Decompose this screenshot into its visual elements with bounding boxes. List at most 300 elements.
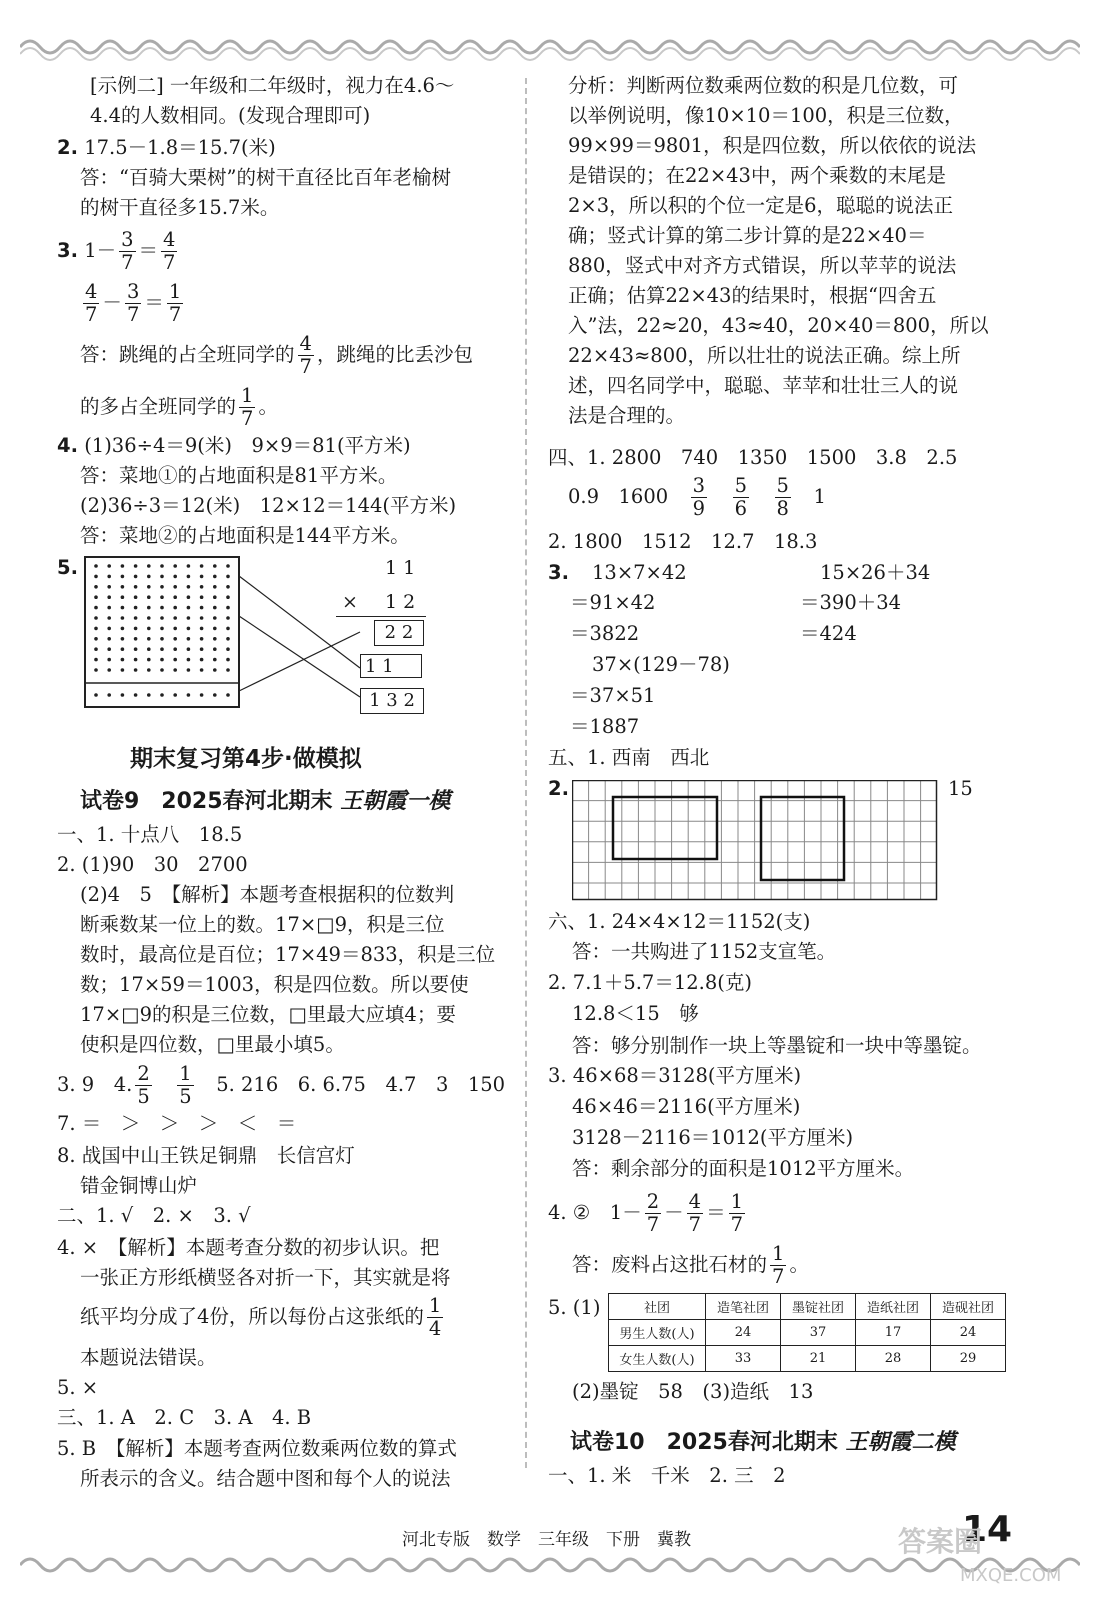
connector-line-2 [239,616,360,697]
fraction-num: 1 [730,1190,743,1213]
fraction-den: 7 [163,251,176,274]
dot [147,595,151,599]
dot [107,627,111,631]
s5-q2-number: 2. [548,777,569,800]
dot [226,595,230,599]
dot [200,606,204,610]
fraction-3-7 [119,229,135,274]
dot [107,637,111,641]
fraction-den: 7 [241,407,254,430]
analysis-line-12: 法是合理的。 [568,404,686,427]
s6-q2-compare: 12.8＜15 够 [572,1002,699,1025]
table-cell: 28 [856,1346,931,1372]
table-header-cell: 造纸社团 [856,1294,931,1320]
mult-top: 1 1 [385,557,416,579]
dot [147,606,151,610]
calc-2-step-1: 15×26＋34 [820,561,931,584]
q4-answer-1: 答：菜地①的占地面积是81平方米。 [80,464,398,487]
dot [94,647,98,651]
calc-3-step-2: ＝37×51 [570,684,656,707]
dot [213,693,217,697]
s1-q2-analysis-5: 17×□9的积是三位数，□里最大应填4；要 [80,1003,456,1026]
calc-2-step-3: ＝424 [800,622,857,645]
analysis-line-6: 确；竖式计算的第二步计算的是22×40＝ [568,224,927,247]
analysis-line-11: 述，四名同学中，聪聪、苹苹和壮壮三人的说 [568,374,959,397]
dot [173,575,177,579]
exam10-title [570,1430,956,1455]
example-line-2: 4.4的人数相同。(发现合理即可) [90,104,371,127]
fraction-num: 3 [692,474,706,497]
fraction-1-7 [167,281,183,326]
club-table [608,1293,1006,1372]
dot [187,575,191,579]
dot [226,637,230,641]
q2-line [57,136,276,160]
dot [121,647,125,651]
fraction-den: 7 [168,303,182,326]
calc-3-step-1: 37×(129－78) [592,653,730,676]
dot [187,564,191,568]
dot [173,637,177,641]
s4-q1-last: 1 [813,485,826,508]
q3-number: 3. [57,239,78,262]
dot [121,564,125,568]
s5-q1: 五、1. 西南 西北 [548,746,710,769]
dot [213,637,217,641]
dot [160,595,164,599]
dot [226,647,230,651]
fraction-1-7 [239,385,255,430]
dot [134,606,138,610]
dot [226,616,230,620]
s1-q3-to-q6 [57,1062,505,1108]
q4-part-2: (2)36÷3＝12(米) 12×12＝144(平方米) [80,494,457,517]
dot [107,564,111,568]
dot [213,595,217,599]
dot [160,668,164,672]
q4-part-1: (1)36÷4＝9(米) 9×9＝81(平方米) [84,434,411,457]
q4-answer-2: 答：菜地②的占地面积是144平方米。 [80,524,410,547]
s6-q5-number: 5. (1) [548,1296,601,1319]
dot [94,606,98,610]
dot [213,658,217,662]
dot [94,616,98,620]
dot [134,693,138,697]
s6-q4: 4. ② 1－ $\frac{2}{7}$ － $\frac{4}{7}$ ＝ $\frac{1}{7}$ [548,1190,743,1236]
s2-q4-line-4: 本题说法错误。 [80,1346,217,1369]
dot [134,616,138,620]
analysis-line-8: 正确；估算22×43的结果时，根据“四舍五 [568,284,937,307]
fraction-num: 5 [776,474,789,497]
fraction-den: 7 [85,303,98,326]
s1-q8: 8. 战国中山王铁足铜鼎 长信宫灯 [57,1144,355,1167]
dot [173,606,177,610]
table-cell: 29 [931,1346,1006,1372]
equals-sign: ＝ [138,239,159,262]
dot [173,668,177,672]
dot [121,616,125,620]
fraction-num: 4 [85,280,98,303]
s6-q4-answer [572,1242,809,1288]
dot [226,658,230,662]
table-cell: 24 [931,1320,1006,1346]
calc-2-step-2: ＝390＋34 [800,591,902,614]
s6-q3-line-3: 3128－2116＝1012(平方厘米) [572,1126,854,1149]
dot [147,668,151,672]
fraction-den: 4 [428,1317,442,1340]
fraction-num: 1 [241,384,254,407]
dot [147,616,151,620]
dot [147,575,151,579]
fraction-den: 7 [126,303,140,326]
dot [173,585,177,589]
s2-q1-q3: 二、1. √ 2. × 3. √ [57,1204,251,1227]
s2-q4-text: 纸平均分成了4份，所以每份占这张纸的 [80,1305,424,1328]
table-row [609,1346,1006,1372]
q3-answer-text: 答：跳绳的占全班同学的 [80,343,295,366]
fraction-num: 2 [646,1190,660,1213]
dot [187,647,191,651]
s1-q3-q4-text: 3. 9 4. [57,1073,133,1096]
dot [187,616,191,620]
exam9-brand: 王朝霞一模 [340,788,451,814]
analysis-line-4: 是错误的；在22×43中，两个乘数的末尾是 [568,164,946,187]
period: 。 [258,395,278,418]
page-number: 14 [962,1509,1013,1550]
fraction-den: 5 [137,1085,150,1108]
dot [160,637,164,641]
dot [147,627,151,631]
q2-number: 2. [57,136,78,159]
fraction-num: 4 [299,332,312,355]
table-row [609,1320,1006,1346]
dot [94,627,98,631]
dot [107,616,111,620]
fraction-den: 5 [179,1085,192,1108]
fraction-1-7 [770,1243,786,1288]
mult-rule [336,616,426,617]
fraction-den: 9 [692,497,706,520]
q4-line-1 [57,434,411,458]
table-header-cell: 墨锭社团 [781,1294,856,1320]
s4-q1-line-2 [568,474,826,520]
dot [94,595,98,599]
dot [226,668,230,672]
dot [121,627,125,631]
product-box-3: 1 3 2 [360,688,424,714]
dot [134,637,138,641]
dot [187,627,191,631]
q3-answer-1 [80,332,473,378]
dot-array [94,564,230,697]
fraction-num: 2 [137,1062,150,1085]
dot [226,585,230,589]
q3-eq-pre: 1－ [84,239,117,262]
dot [173,658,177,662]
dot [107,595,111,599]
dot [107,585,111,589]
product-box-1: 2 2 [374,620,424,646]
dot [173,616,177,620]
table-cell: 男生人数(人) [609,1320,706,1346]
dot [160,616,164,620]
dot [200,585,204,589]
q5-number: 5. [57,556,78,579]
rectangle-shape-1 [613,797,717,859]
dot [200,693,204,697]
fraction-4-7 [161,229,177,274]
calc-1-step-1: 13×7×42 [592,561,687,584]
dot [200,595,204,599]
column-divider [525,78,527,1468]
dot [187,585,191,589]
dot [94,564,98,568]
table-cell: 女生人数(人) [609,1346,706,1372]
dot [200,616,204,620]
s4-q1-values: 0.9 1600 [568,485,669,508]
q4-number: 4. [57,434,78,457]
minus-sign: － [102,291,122,314]
fraction-den: 6 [734,497,748,520]
dot [134,564,138,568]
dot [160,585,164,589]
fraction-den: 7 [646,1213,660,1236]
table-header-cell: 社团 [609,1294,706,1320]
dot [200,575,204,579]
q2-answer-2: 的树干直径多15.7米。 [80,196,280,219]
s1-q5-q6-text: 5. 216 6. 6.75 4.7 3 150 [216,1073,506,1096]
fraction-5-8 [775,475,791,520]
dot [147,585,151,589]
dot [134,668,138,672]
s4-q3-number: 3. [548,561,569,584]
table-cell: 33 [706,1346,781,1372]
dot [134,627,138,631]
dot [121,606,125,610]
fraction-num: 3 [121,228,134,251]
mult-operator: × [342,591,358,613]
s1-q2-analysis-1: (2)4 5 【解析】本题考查根据积的位数判 [80,883,455,906]
fraction-num: 4 [688,1190,702,1213]
dot [213,585,217,589]
dot [94,585,98,589]
table-header-cell: 造砚社团 [931,1294,1006,1320]
dot [160,606,164,610]
fraction-num: 3 [126,280,140,303]
square-shape-2 [761,797,844,880]
dot [121,637,125,641]
fraction-4-7 [298,333,314,378]
dot [226,564,230,568]
s6-q3-answer: 答：剩余部分的面积是1012平方厘米。 [572,1157,915,1180]
dot [94,668,98,672]
square-grid-figure [572,780,942,905]
fraction-den: 7 [730,1213,743,1236]
dot [187,606,191,610]
fraction-4-7 [687,1191,703,1236]
fraction-num: 5 [734,474,748,497]
dot [107,606,111,610]
fraction-den: 7 [688,1213,702,1236]
s6-q4-text: 4. ② 1－ [548,1201,642,1224]
dot [213,575,217,579]
fraction-1-4 [427,1295,443,1340]
dot [213,564,217,568]
exam9-title [80,789,450,814]
dot [160,564,164,568]
s6-q2-answer: 答：够分别制作一块上等墨锭和一块中等墨锭。 [572,1034,982,1057]
dot [226,575,230,579]
dot [213,606,217,610]
table-cell: 37 [781,1320,856,1346]
fraction-num: 1 [772,1242,785,1265]
s4-q2: 2. 1800 1512 12.7 18.3 [548,530,818,553]
dot [187,693,191,697]
watermark-url: MXQE.COM [960,1565,1062,1586]
fraction-1-5 [177,1063,193,1108]
analysis-line-10: 22×43≈800，所以壮壮的说法正确。综上所 [568,344,961,367]
s1-q8-cont: 错金铜博山炉 [80,1174,198,1197]
dot [187,595,191,599]
dot [107,647,111,651]
dot [200,647,204,651]
calc-3-step-3: ＝1887 [570,715,640,738]
q3-equation-1 [57,228,180,274]
fraction-den: 7 [121,251,134,274]
s1-q1: 一、1. 十点八 18.5 [57,823,243,846]
equals-sign: ＝ [144,291,164,314]
fraction-den: 8 [776,497,789,520]
q2-answer-1: 答：“百骑大栗树”的树干直径比百年老榆树 [80,166,451,189]
dot [226,693,230,697]
s6-q1: 六、1. 24×4×12＝1152(支) [548,910,811,933]
dot [94,658,98,662]
s6-q5-part-2-3: (2)墨锭 58 (3)造纸 13 [572,1380,814,1403]
dot [173,647,177,651]
fraction-num: 1 [428,1294,442,1317]
table-cell: 17 [856,1320,931,1346]
dot [107,658,111,662]
exam9-title-text: 试卷9 2025春河北期末 [80,789,333,814]
dot [107,693,111,697]
dot [173,595,177,599]
dot [213,616,217,620]
dot [226,606,230,610]
dot [147,564,151,568]
calc-1-step-2: ＝91×42 [570,591,656,614]
dot [94,575,98,579]
dot [213,627,217,631]
exam10-s1-q1: 一、1. 米 千米 2. 三 2 [548,1464,786,1487]
dot [160,627,164,631]
q3-equation-2 [80,280,186,326]
dot [187,637,191,641]
dot [134,595,138,599]
fraction-den: 7 [772,1265,785,1288]
dot [94,693,98,697]
dot [200,627,204,631]
calc-1-step-3: ＝3822 [570,622,640,645]
q2-equation: 17.5－1.8＝15.7(米) [84,136,276,159]
dot [213,647,217,651]
dot [200,658,204,662]
s1-q7: 7. ＝ ＞ ＞ ＞ ＜ ＝ [57,1112,297,1135]
table-cell: 24 [706,1320,781,1346]
dot [134,585,138,589]
connector-line-3 [239,632,360,691]
dot [121,595,125,599]
dot [121,668,125,672]
fraction-2-5 [135,1063,151,1108]
s1-q2-analysis-4: 数；17×59＝1003，积是四位数。所以要使 [80,973,469,996]
dot [121,693,125,697]
s3-q1-q4: 三、1. A 2. C 3. A 4. B [57,1406,312,1429]
analysis-line-7: 880，竖式中对齐方式错误，所以苹苹的说法 [568,254,957,277]
dot [200,637,204,641]
fraction-num: 1 [168,280,182,303]
fraction-num: 1 [179,1062,192,1085]
dot [173,564,177,568]
dot [134,647,138,651]
dot [107,575,111,579]
s2-q4-line-2: 一张正方形纸横竖各对折一下，其实就是将 [80,1266,451,1289]
s6-q3-line-2: 46×46＝2116(平方厘米) [572,1095,801,1118]
dot [200,668,204,672]
s2-q4-line-3 [80,1294,446,1340]
fraction-1-7 [729,1191,745,1236]
dot [160,693,164,697]
example-line-1: [示例二] 一年级和二年级时，视力在4.6～ [90,74,455,97]
dot [121,658,125,662]
s1-q2-analysis-2: 断乘数某一位上的数。17×□9，积是三位 [80,913,445,936]
fraction-5-6 [733,475,749,520]
s3-q5: 5. B 【解析】本题考查两位数乘两位数的算式 [57,1437,457,1460]
fraction-4-7 [83,281,99,326]
dot [94,637,98,641]
dot [187,668,191,672]
s2-q4: 4. × 【解析】本题考查分数的初步认识。把 [57,1236,440,1259]
analysis-line-3: 99×99＝9801，积是四位数，所以依依的说法 [568,134,977,157]
dot [121,575,125,579]
s2-q5: 5. × [57,1376,99,1399]
dot [107,668,111,672]
analysis-line-9: 入”法，22≈20，43≈40，20×40＝800，所以 [568,314,989,337]
footer-info: 河北专版 数学 三年级 下册 冀教 [402,1530,691,1550]
table-cell: 21 [781,1346,856,1372]
dot [173,627,177,631]
exam10-title-text: 试卷10 2025春河北期末 [570,1430,838,1455]
dot [147,637,151,641]
dot [160,575,164,579]
dot [160,658,164,662]
dot [147,658,151,662]
product-box-2: 1 1 [360,654,422,678]
s1-q2: 2. (1)90 30 2700 [57,853,248,876]
s6-q2: 2. 7.1＋5.7＝12.8(克) [548,971,752,994]
s3-q5-line-2: 所表示的含义。结合题中图和每个人的说法 [80,1467,451,1490]
fraction-2-7 [645,1191,661,1236]
s4-q1: 四、1. 2800 740 1350 1500 3.8 2.5 [548,446,958,469]
fraction-3-9 [691,475,707,520]
q3-answer-text-3: 的多占全班同学的 [80,395,237,418]
dot [200,564,204,568]
q3-answer-text-2: ，跳绳的比丢沙包 [316,343,473,366]
table-header-cell: 造笔社团 [706,1294,781,1320]
dot [121,585,125,589]
s1-q2-analysis-3: 数时，最高位是百位；17×49＝833，积是三位 [80,943,496,966]
period: 。 [789,1253,809,1276]
s1-q2-analysis-6: 使积是四位数，□里最小填5。 [80,1033,345,1056]
